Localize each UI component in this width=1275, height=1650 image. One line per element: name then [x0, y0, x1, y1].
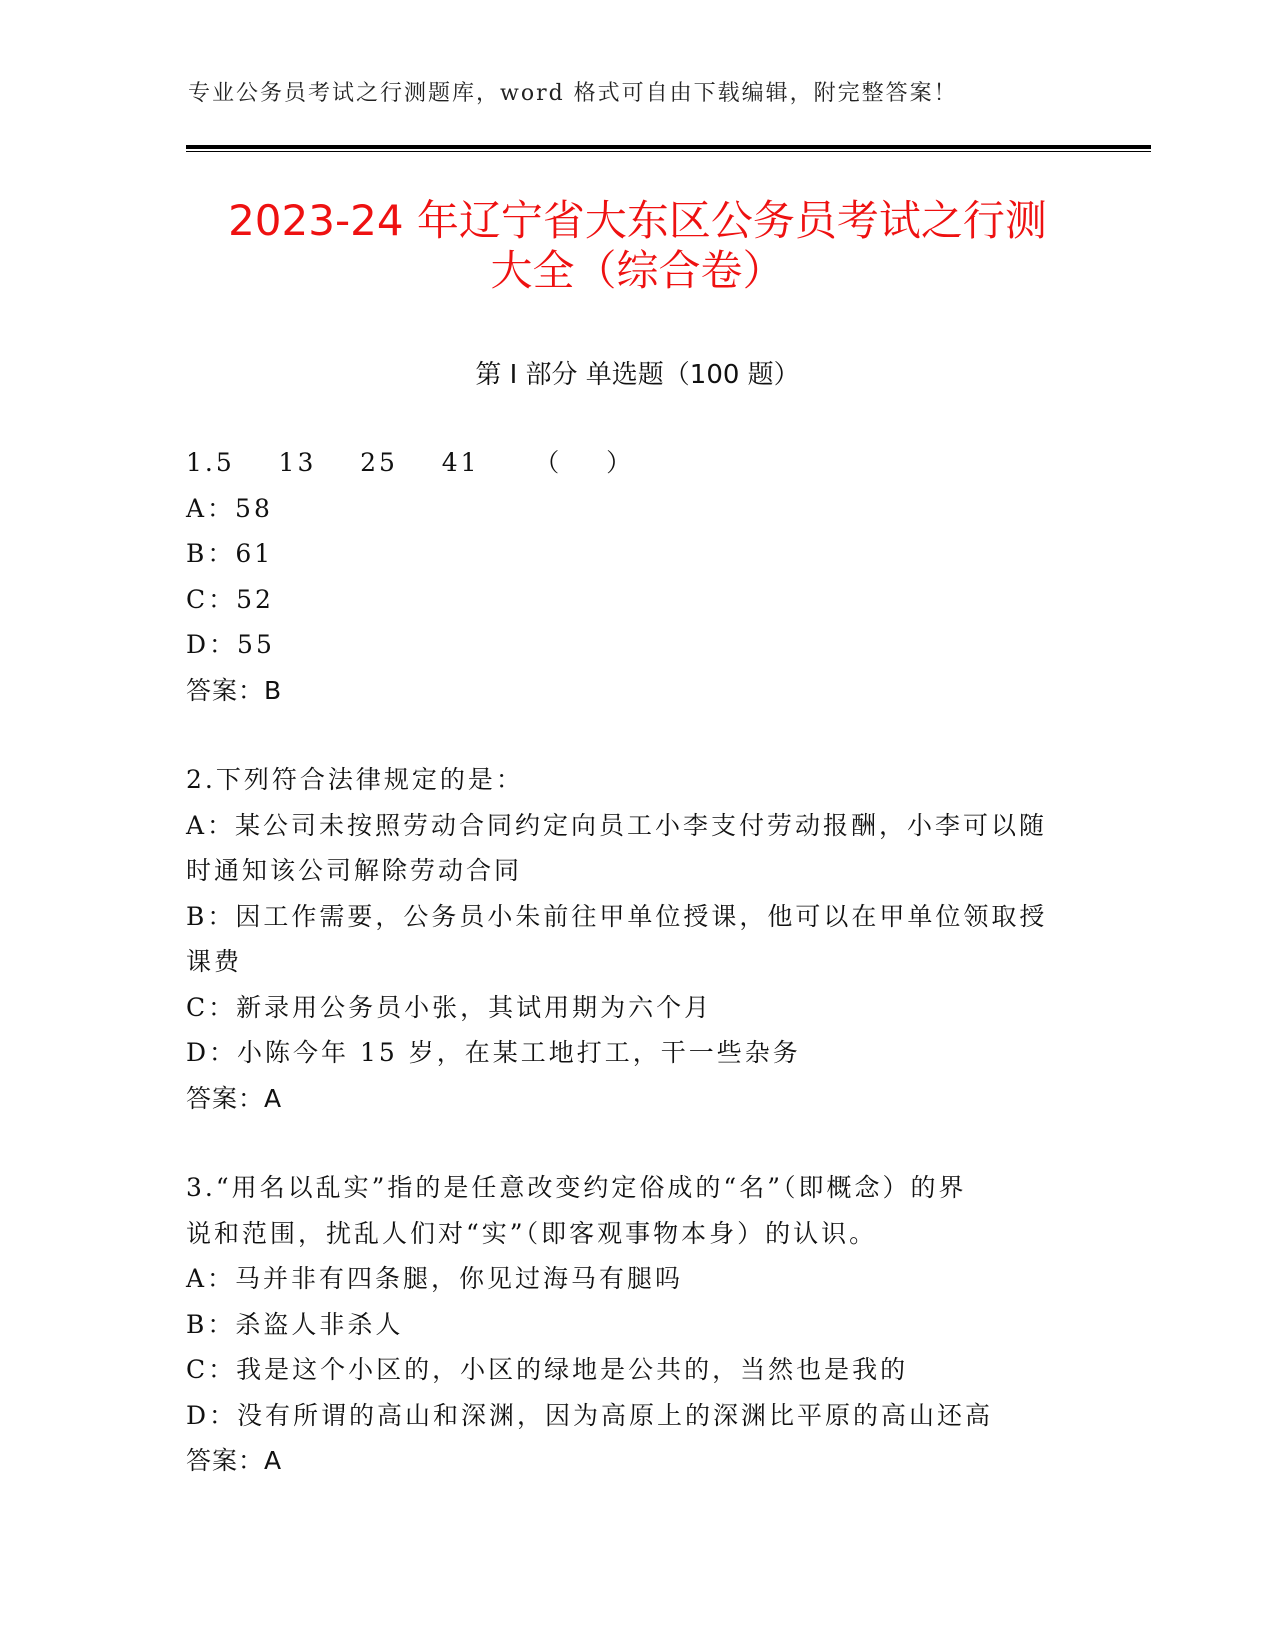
title-line-1: 2023-24 年辽宁省大东区公务员考试之行测: [228, 196, 1047, 245]
option-a: A：58: [186, 493, 273, 523]
section-heading: 第 I 部分 单选题（100 题）: [475, 360, 800, 390]
question-stem: 3.“用名以乱实”指的是任意改变约定俗成的“名”（即概念）的界: [186, 1173, 967, 1202]
header-note: 专业公务员考试之行测题库，word 格式可自由下载编辑，附完整答案！: [188, 81, 958, 106]
option-c: C：我是这个小区的，小区的绿地是公共的，当然也是我的: [186, 1355, 909, 1384]
option-c: C：52: [186, 584, 274, 614]
answer-line: 答案：A: [186, 1083, 283, 1113]
option-a-continued: 时通知该公司解除劳动合同: [186, 856, 523, 885]
option-a: A：某公司未按照劳动合同约定向员工小李支付劳动报酬，小李可以随: [186, 810, 1048, 840]
question-stem: 2.下列符合法律规定的是：: [186, 765, 524, 794]
option-b-continued: 课费: [186, 947, 243, 976]
title-line-2: 大全（综合卷）: [490, 246, 785, 295]
option-b: B：61: [186, 539, 274, 568]
question-stem-continued: 说和范围，扰乱人们对“实”（即客观事物本身）的认识。: [186, 1218, 878, 1248]
header-rule-thick: [186, 145, 1151, 149]
document-title: [150, 196, 1125, 296]
option-b: B：杀盗人非杀人: [186, 1309, 404, 1339]
option-a: A：马并非有四条腿，你见过海马有腿吗: [186, 1264, 684, 1293]
question-2: [186, 757, 1086, 1121]
question-1: [186, 440, 1086, 713]
option-d: D：没有所谓的高山和深渊，因为高原上的深渊比平原的高山还高: [186, 1400, 994, 1430]
option-c: C：新录用公务员小张，其试用期为六个月: [186, 992, 713, 1022]
answer-line: 答案：A: [186, 1446, 283, 1475]
header-rule-thin: [186, 151, 1151, 152]
option-b: B：因工作需要，公务员小朱前往甲单位授课，他可以在甲单位领取授: [186, 901, 1048, 931]
question-list: [186, 440, 1086, 1528]
option-d: D：小陈今年 15 岁，在某工地打工，干一些杂务: [186, 1038, 801, 1067]
question-3: [186, 1165, 1086, 1484]
question-stem: 1.5 13 25 41 （ ）: [186, 448, 635, 477]
answer-line: 答案：B: [186, 675, 283, 705]
option-d: D：55: [186, 630, 275, 659]
